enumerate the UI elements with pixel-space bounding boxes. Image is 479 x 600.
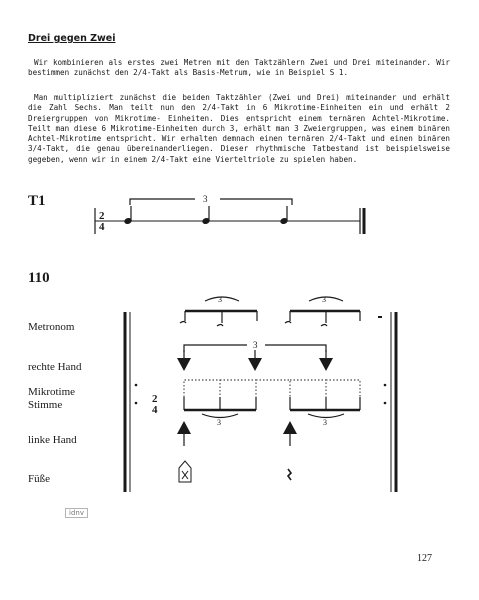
t1-staff <box>95 208 364 234</box>
ex110-time-bottom: 4 <box>152 404 158 416</box>
metronom-rest <box>378 316 382 318</box>
row-label-fuesse: Füße <box>28 473 50 485</box>
row-label-linke-hand: linke Hand <box>28 434 77 446</box>
example-t1-label: T1 <box>28 193 46 209</box>
t1-note <box>280 206 288 224</box>
mikrotime-group-2 <box>290 397 360 418</box>
quarter-rest-icon <box>288 469 291 480</box>
foot-pedal-icon <box>179 461 191 482</box>
down-arrow-icon <box>319 350 333 371</box>
down-arrow-icon <box>177 350 191 371</box>
up-arrow-icon <box>177 421 191 446</box>
up-arrow-icon <box>283 421 297 446</box>
example-110-label: 110 <box>28 270 50 286</box>
down-arrow-icon <box>248 350 262 371</box>
t1-note <box>124 206 132 224</box>
ex110-time-top: 2 <box>152 393 158 405</box>
row-label-metronom: Metronom <box>28 321 75 333</box>
mikrotime-tuplet-1: 3 <box>217 418 221 427</box>
row-label-rechte-hand: rechte Hand <box>28 361 82 373</box>
section-heading: Drei gegen Zwei <box>28 33 116 44</box>
rechte-hand-tuplet: 3 <box>253 340 258 350</box>
t1-triplet-bracket <box>130 199 292 205</box>
metronom-tuplet-2: 3 <box>322 295 326 304</box>
row-label-mikrotime-stimme: Mikrotime Stimme <box>28 386 76 411</box>
metronom-tuplet-1: 3 <box>218 295 222 304</box>
t1-time-bottom: 4 <box>99 221 105 233</box>
t1-note <box>202 206 210 224</box>
mikrotime-group-1 <box>184 397 256 418</box>
t1-time-top: 2 <box>99 210 105 222</box>
system-brackets <box>125 312 396 492</box>
repeat-dots <box>135 384 387 405</box>
t1-tuplet-number: 3 <box>203 194 208 204</box>
intro-paragraph: Wir kombinieren als erstes zwei Metren mit den Taktzählern Zwei und Drei miteinander. Wir bestimmen zunächst den 2/4-Takt als Basis-Metrum, wie in Beispiel S 1. <box>28 58 450 78</box>
explanation-paragraph: Man multipliziert zunächst die beiden Taktzähler (Zwei und Drei) miteinander und erhält die Zahl Sechs. Man teilt nun den 2/4-Takt in 6 Mikrotime-Einheiten ein und erhält 2 Dreiergruppen von Mikrotime- Einheiten. Dies entspricht einem ternären Achtel-Mikrotime. Teilt man diese 6 Mikrotime-Einheiten durch 3, erhält man 3 Zweiergruppen, was einem binären Achtel-Mikrotime entspricht. Wir erhalten demnach einen ternären 2/4-Takt und einen binären 3/4-Takt, die genau übereinanderliegen. Dieser rhythmische Tatbestand ist beispielsweise gegeben, wenn wir in einem 2/4-Takt eine Vierteltriole zu spielen haben. <box>28 93 450 164</box>
mikrotime-dotted-guides <box>184 380 360 397</box>
page-number: 127 <box>417 553 432 564</box>
watermark-stamp: idnv <box>65 508 88 518</box>
mikrotime-tuplet-2: 3 <box>323 418 327 427</box>
